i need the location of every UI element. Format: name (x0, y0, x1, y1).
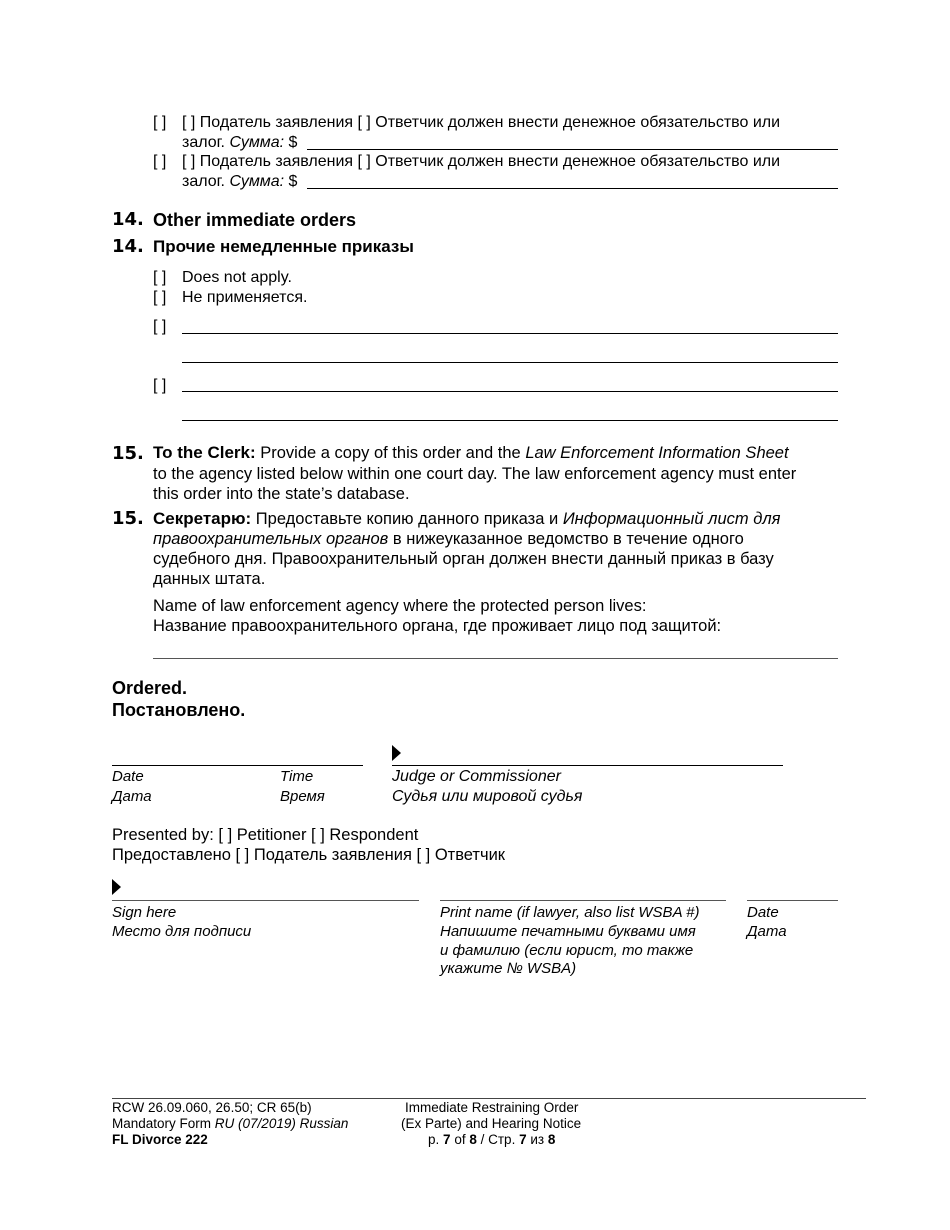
date-time-line[interactable] (112, 765, 363, 766)
footer-mandatory-form: Mandatory Form RU (07/2019) Russian (112, 1116, 349, 1131)
judge-signature-line[interactable] (392, 765, 783, 766)
agency-label-en: Name of law enforcement agency where the protected person lives: (153, 597, 647, 615)
other-order-checkbox-1[interactable]: [ ] (153, 318, 167, 335)
not-apply-ru: Не применяется. (182, 289, 308, 306)
time-label-en: Time (280, 768, 314, 785)
other-order-checkbox-2[interactable]: [ ] (153, 377, 167, 394)
section-15-en-line1: To the Clerk: Provide a copy of this order and the Law Enforcement Information Sheet (153, 443, 789, 462)
presenter-date-line[interactable] (747, 900, 838, 901)
sign-arrow-icon (392, 745, 401, 761)
presenter-date-ru: Дата (747, 923, 787, 940)
footer-title-2: (Ex Parte) and Hearing Notice (401, 1116, 582, 1131)
other-order-line-1a[interactable] (182, 333, 838, 334)
section-14-title-en: Other immediate orders (153, 210, 357, 230)
section-14-number-ru: 14. (112, 236, 144, 257)
section-15-ru-line3: судебного дня. Правоохранительный орган должен внести данный приказ в базу (153, 550, 774, 568)
footer-page-number: p. 7 of 8 / Стр. 7 из 8 (428, 1132, 556, 1147)
not-apply-checkbox[interactable]: [ ] (153, 269, 167, 286)
footer-divider (112, 1098, 866, 1099)
section-15-number: 15. (112, 443, 144, 464)
section-15-ru-line4: данных штата. (153, 570, 266, 588)
footer-title-1: Immediate Restraining Order (405, 1100, 579, 1115)
date-label-en: Date (112, 768, 144, 785)
footer-rcw: RCW 26.09.060, 26.50; CR 65(b) (112, 1100, 312, 1115)
presenter-signature-line[interactable] (112, 900, 419, 901)
other-order-line-2a[interactable] (182, 391, 838, 392)
date-label-ru: Дата (112, 788, 152, 805)
judge-label-ru: Судья или мировой судья (392, 788, 583, 805)
bond-option-line2-text: залог. Сумма: $ (182, 134, 298, 151)
section-14-title-ru: Прочие немедленные приказы (153, 237, 414, 256)
other-order-line-2b[interactable] (182, 420, 838, 421)
time-label-ru: Время (280, 788, 325, 805)
sign-here-ru: Место для подписи (112, 923, 252, 940)
print-name-ru-2: и фамилию (если юрист, то также (440, 942, 694, 959)
section-15-ru-line1: Секретарю: Предоставьте копию данного приказа и Информационный лист для (153, 509, 781, 528)
ordered-ru: Постановлено. (112, 700, 246, 720)
presenter-date-en: Date (747, 904, 779, 921)
not-apply-en: Does not apply. (182, 269, 292, 286)
section-15-en-line2: to the agency listed below within one court day. The law enforcement agency must enter (153, 465, 797, 483)
print-name-en: Print name (if lawyer, also list WSBA #) (440, 904, 700, 921)
sign-here-arrow-icon (112, 879, 121, 895)
sign-here-en: Sign here (112, 904, 177, 921)
bond-amount-line-1[interactable] (307, 149, 838, 150)
other-order-line-1b[interactable] (182, 362, 838, 363)
section-15-en-line3: this order into the state’s database. (153, 485, 410, 503)
ordered-en: Ordered. (112, 678, 188, 698)
not-apply-checkbox-ru[interactable]: [ ] (153, 289, 167, 306)
bond-option-checkbox-2[interactable]: [ ] (153, 153, 167, 170)
section-14-number: 14. (112, 209, 144, 230)
section-15-number-ru: 15. (112, 508, 144, 529)
section-15-ru-line2: правоохранительных органов в нижеуказанное ведомство в течение одного (153, 530, 744, 548)
bond-amount-line-2[interactable] (307, 188, 838, 189)
judge-label-en: Judge or Commissioner (392, 768, 561, 785)
footer-form-id: FL Divorce 222 (112, 1132, 208, 1147)
presented-by-ru: Предоставлено [ ] Податель заявления [ ] Ответчик (112, 846, 506, 864)
print-name-ru-1: Напишите печатными буквами имя (440, 923, 696, 940)
agency-name-line[interactable] (153, 658, 838, 659)
presented-by-en: Presented by: [ ] Petitioner [ ] Respondent (112, 826, 419, 844)
print-name-line[interactable] (440, 900, 726, 901)
print-name-ru-3: укажите № WSBA) (440, 960, 577, 977)
bond-option-line1-text: [ ] Податель заявления [ ] Ответчик должен внести денежное обязательство или (182, 114, 781, 131)
agency-label-ru: Название правоохранительного органа, где проживает лицо под защитой: (153, 617, 722, 635)
bond-option-checkbox-1[interactable]: [ ] (153, 114, 167, 131)
bond-option-line2-text: залог. Сумма: $ (182, 173, 298, 190)
bond-option-line1-text: [ ] Податель заявления [ ] Ответчик должен внести денежное обязательство или (182, 153, 781, 170)
